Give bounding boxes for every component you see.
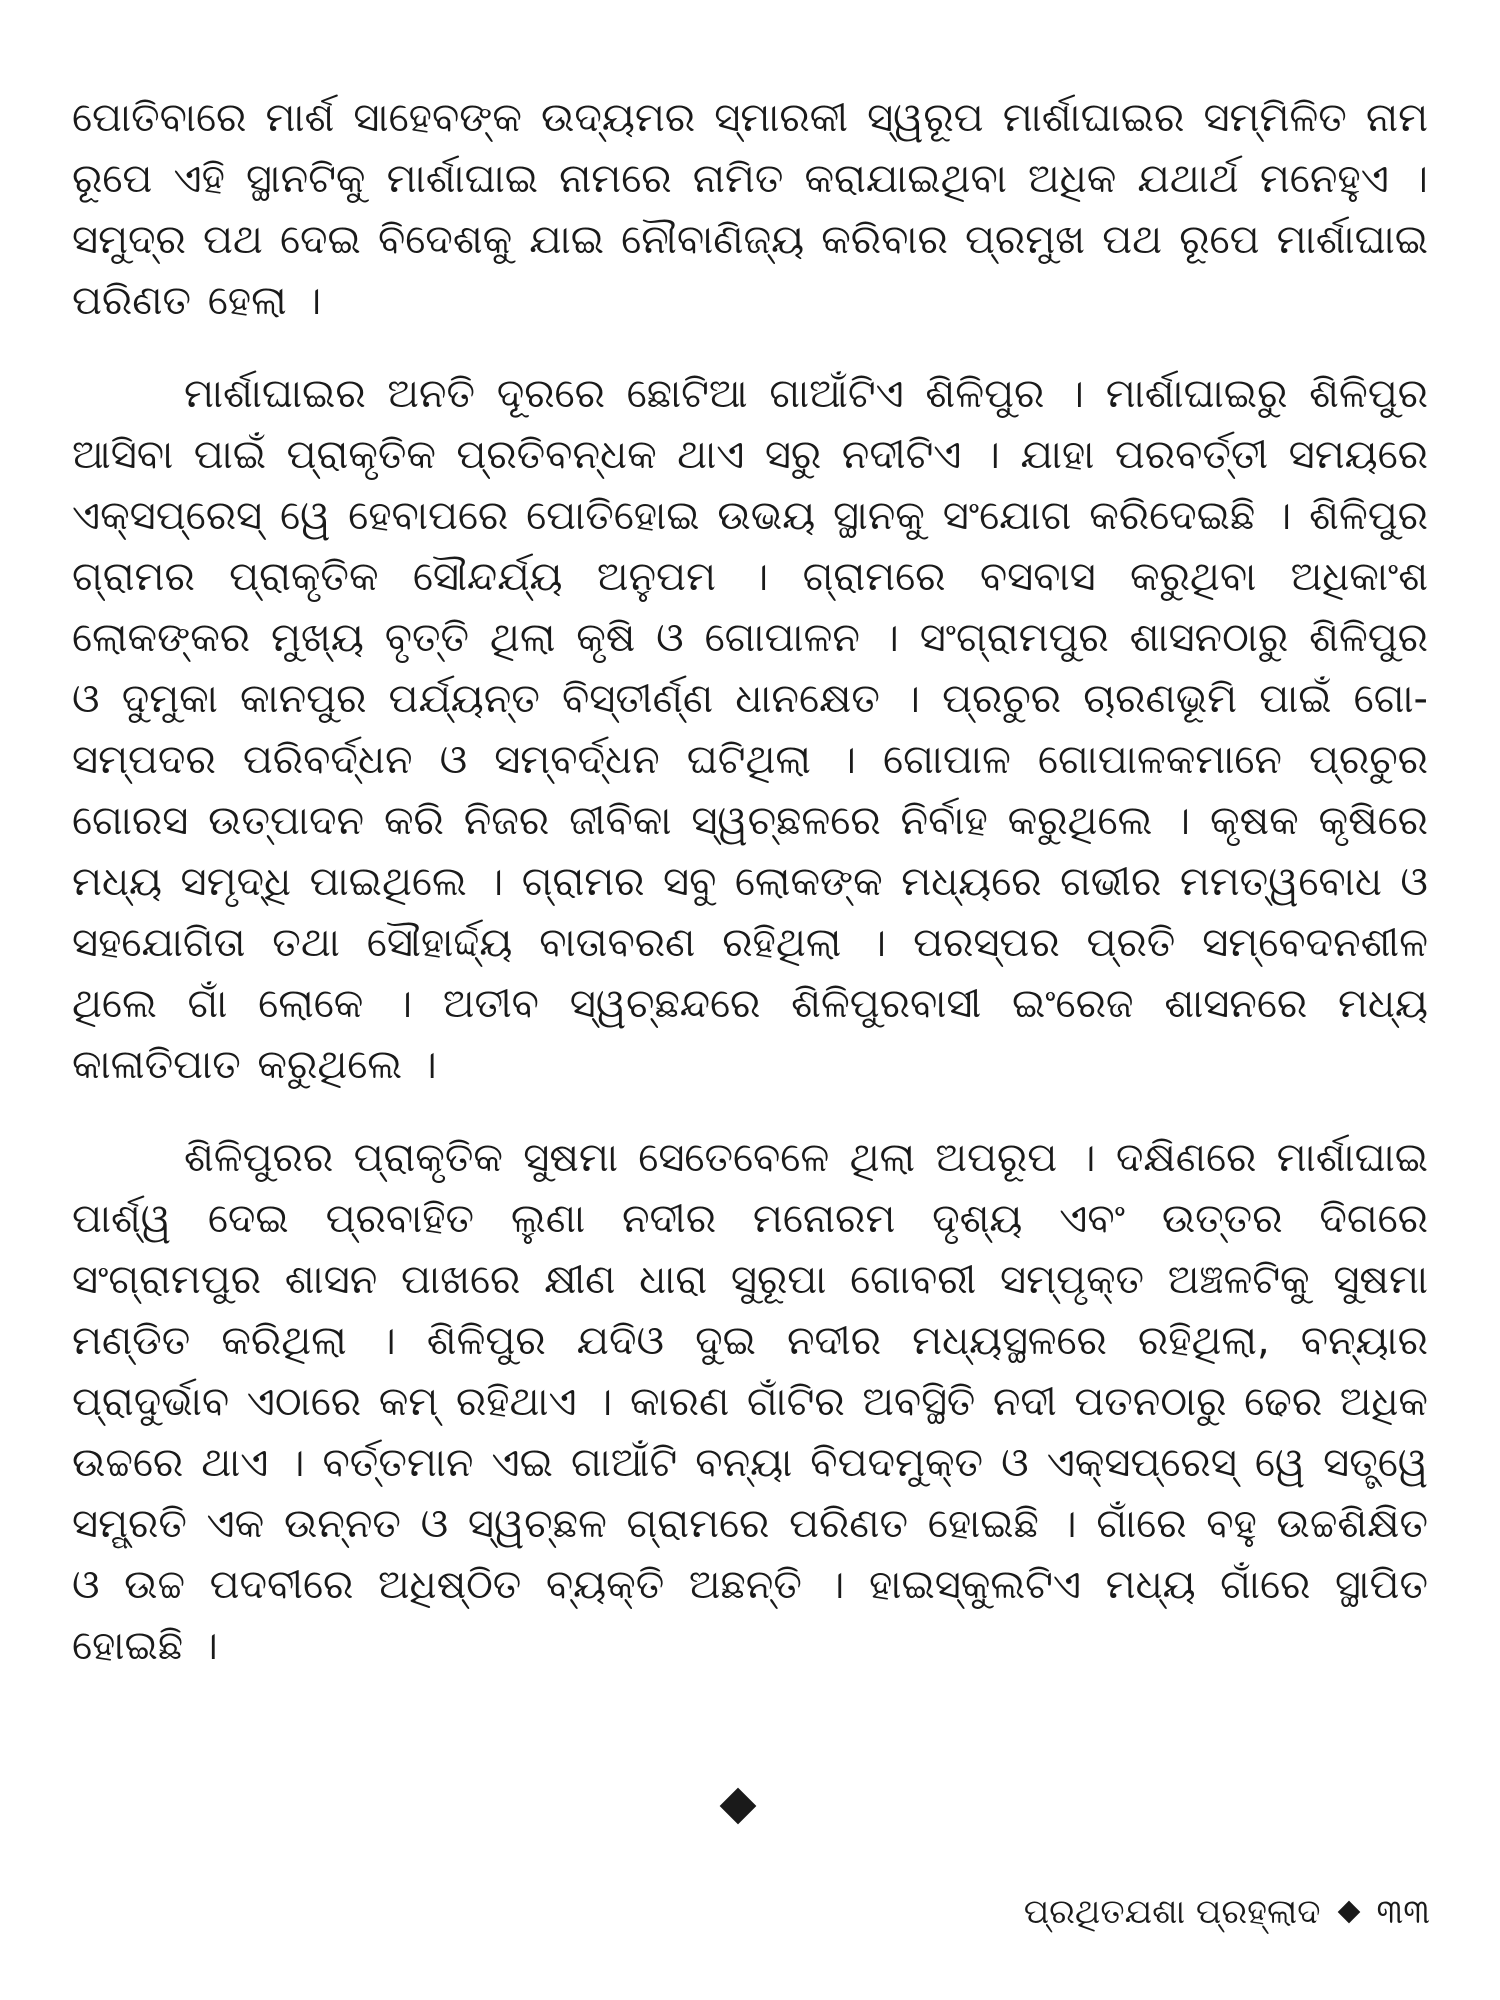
- page-body: [72, 88, 1428, 1677]
- page-footer: [1024, 1890, 1430, 1934]
- paragraph-1: ପୋତିବାରେ ମାର୍ଶ ସାହେବଙ୍କ ଉଦ୍ୟମର ସ୍ମାରକୀ ସ୍ୱରୂପ ମାର୍ଶାଘାଇର ସମ୍ମିଳିତ ନାମ ରୂପେ ଏହି ସ୍ଥାନଟିକୁ ମାର୍ଶାଘାଇ ନାମରେ ନାମିତ କରାଯାଇଥିବା ଅଧିକ ଯଥାର୍ଥ ମନେହୁଏ । ସମୁଦ୍ର ପଥ ଦେଇ ବିଦେଶକୁ ଯାଇ ନୌବାଣିଜ୍ୟ କରିବାର ପ୍ରମୁଖ ପଥ ରୂପେ ମାର୍ଶାଘାଇ ପରିଣତ ହେଲା ।: [72, 95, 1428, 324]
- footer-diamond-icon: [1337, 1901, 1360, 1924]
- page-number: ୩୩: [1376, 1892, 1430, 1932]
- paragraph-3: ଶିଳିପୁରର ପ୍ରାକୃତିକ ସୁଷମା ସେତେବେଳେ ଥିଲା ଅପରୂପ । ଦକ୍ଷିଣରେ ମାର୍ଶାଘାଇ ପାର୍ଶ୍ୱ ଦେଇ ପ୍ରବାହିତ ଲୁଣା ନଦୀର ମନୋରମ ଦୃଶ୍ୟ ଏବଂ ଉତ୍ତର ଦିଗରେ ସଂଗ୍ରାମପୁର ଶାସନ ପାଖରେ କ୍ଷୀଣ ଧାରା ସୁରୂପା ଗୋବରୀ ସମ୍ପୃକ୍ତ ଅଞ୍ଚଳଟିକୁ ସୁଷମା ମଣ୍ଡିତ କରିଥିଲା । ଶିଳିପୁର ଯଦିଓ ଦୁଇ ନଦୀର ମଧ୍ୟସ୍ଥଳରେ ରହିଥିଲା, ବନ୍ୟାର ପ୍ରାଦୁର୍ଭାବ ଏଠାରେ କମ୍ ରହିଥାଏ । କାରଣ ଗାଁଟିର ଅବସ୍ଥିତି ନଦୀ ପତନଠାରୁ ଢେର ଅଧିକ ଉଚ୍ଚରେ ଥାଏ । ବର୍ତ୍ତମାନ ଏଇ ଗାଆଁଟି ବନ୍ୟା ବିପଦମୁକ୍ତ ଓ ଏକ୍ସପ୍ରେସ୍ ୱେ ସତ୍ତ୍ୱେ ସମ୍ପ୍ରତି ଏକ ଉନ୍ନତ ଓ ସ୍ୱଚ୍ଛଳ ଗ୍ରାମରେ ପରିଣତ ହୋଇଛି । ଗାଁରେ ବହୁ ଉଚ୍ଚଶିକ୍ଷିତ ଓ ଉଚ୍ଚ ପଦବୀରେ ଅଧିଷ୍ଠିତ ବ୍ୟକ୍ତି ଅଛନ୍ତି । ହାଇସ୍କୁଲଟିଏ ମଧ୍ୟ ଗାଁରେ ସ୍ଥାପିତ ହୋଇଛି ।: [72, 1135, 1428, 1669]
- paragraph-2: ମାର୍ଶାଘାଇର ଅନତି ଦୂରରେ ଛୋଟିଆ ଗାଆଁଟିଏ ଶିଳିପୁର । ମାର୍ଶାଘାଇରୁ ଶିଳିପୁର ଆସିବା ପାଇଁ ପ୍ରାକୃତିକ ପ୍ରତିବନ୍ଧକ ଥାଏ ସରୁ ନଦୀଟିଏ । ଯାହା ପରବର୍ତ୍ତୀ ସମୟରେ ଏକ୍ସପ୍ରେସ୍ ୱେ ହେବାପରେ ପୋତିହୋଇ ଉଭୟ ସ୍ଥାନକୁ ସଂଯୋଗ କରିଦେଇଛି । ଶିଳିପୁର ଗ୍ରାମର ପ୍ରାକୃତିକ ସୌନ୍ଦର୍ଯ୍ୟ ଅନୁପମ । ଗ୍ରାମରେ ବସବାସ କରୁଥିବା ଅଧିକାଂଶ ଲୋକଙ୍କର ମୁଖ୍ୟ ବୃତ୍ତି ଥିଲା କୃଷି ଓ ଗୋପାଳନ । ସଂଗ୍ରାମପୁର ଶାସନଠାରୁ ଶିଳିପୁର ଓ ଦୁମୁକା କାନପୁର ପର୍ଯ୍ୟନ୍ତ ବିସ୍ତୀର୍ଣ୍ଣ ଧାନକ୍ଷେତ । ପ୍ରଚୁର ଚାରଣଭୂମି ପାଇଁ ଗୋ-ସମ୍ପଦର ପରିବର୍ଦ୍ଧନ ଓ ସମ୍ବର୍ଦ୍ଧନ ଘଟିଥିଲା । ଗୋପାଳ ଗୋପାଳକମାନେ ପ୍ରଚୁର ଗୋରସ ଉତ୍ପାଦନ କରି ନିଜର ଜୀବିକା ସ୍ୱଚ୍ଛଳରେ ନିର୍ବାହ କରୁଥିଲେ । କୃଷକ କୃଷିରେ ମଧ୍ୟ ସମୃଦ୍ଧି ପାଇଥିଲେ । ଗ୍ରାମର ସବୁ ଲୋକଙ୍କ ମଧ୍ୟରେ ଗଭୀର ମମତ୍ୱବୋଧ ଓ ସହଯୋଗିତା ତଥା ସୌହାର୍ଦ୍ଦ୍ୟ ବାତାବରଣ ରହିଥିଲା । ପରସ୍ପର ପ୍ରତି ସମ୍ବେଦନଶୀଳ ଥିଲେ ଗାଁ ଲୋକେ । ଅତୀବ ସ୍ୱଚ୍ଛନ୍ଦରେ ଶିଳିପୁରବାସୀ ଇଂରେଜ ଶାସନରେ ମଧ୍ୟ କାଳାତିପାତ କରୁଥିଲେ ।: [72, 371, 1428, 1088]
- book-title: ପ୍ରଥିତଯଶା ପ୍ରହ୍ଲାଦ: [1023, 1892, 1321, 1932]
- section-end-diamond-icon: [720, 1788, 757, 1825]
